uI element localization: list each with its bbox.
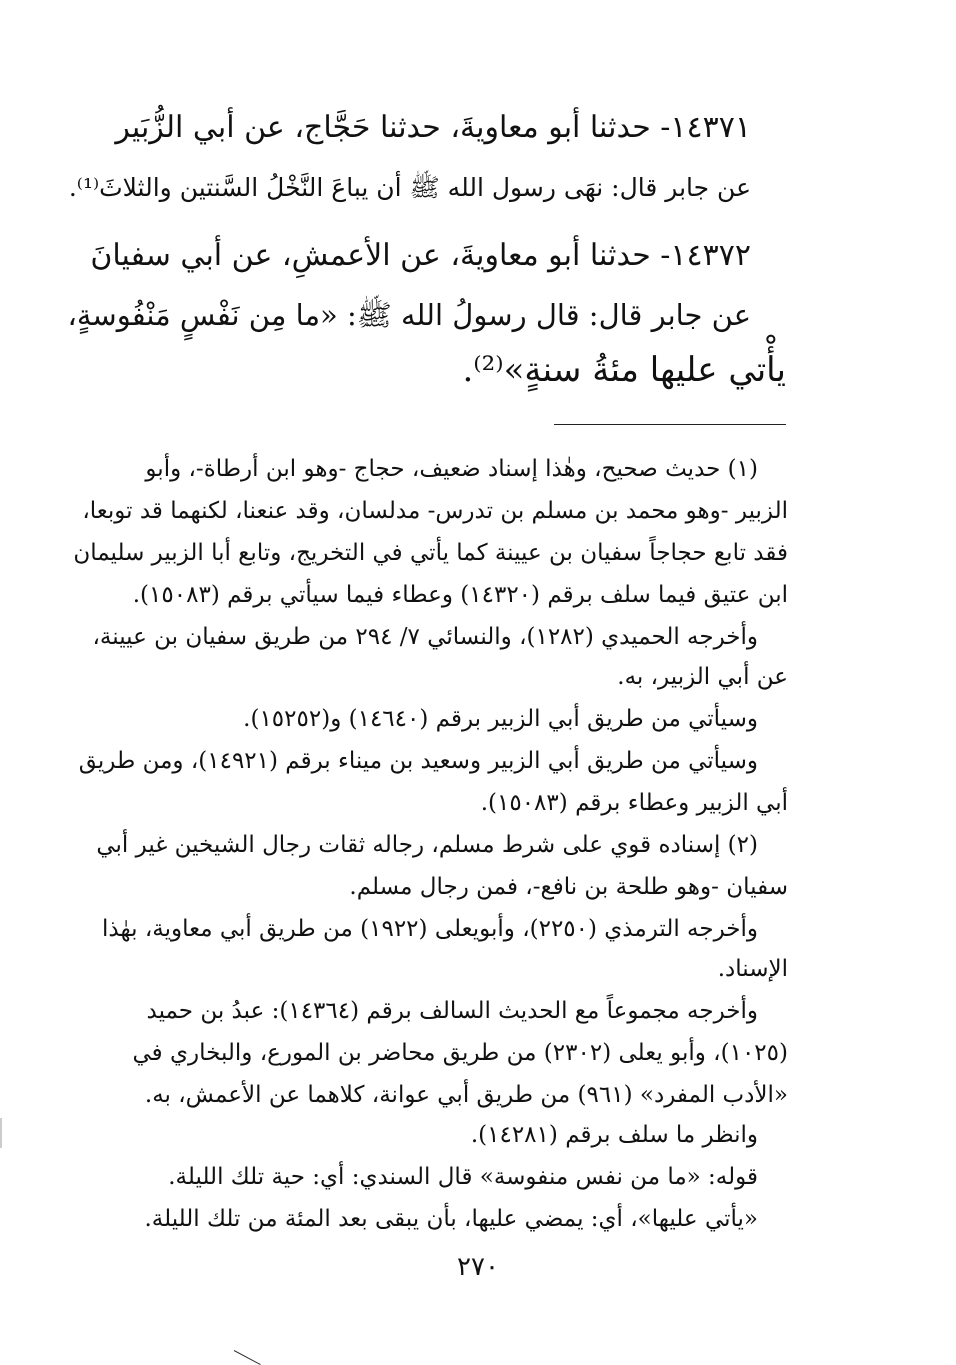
page-number: ٢٧٠ <box>457 1252 499 1282</box>
footnote-line: الزبير -وهو محمد بن مسلم بن تدرس- مدلسان، وقد عنعنا، لكنهما قد توبعا، <box>82 498 788 524</box>
scan-mark <box>234 1350 261 1365</box>
footnote-line: ابن عتيق فيما سلف برقم (١٤٣٢٠) وعطاء فيما سيأتي برقم (١٥٠٨٣). <box>132 582 788 608</box>
footnote-divider <box>554 424 786 425</box>
footnote-line: «يأتي عليها»، أي: يمضي عليها، بأن يبقى بعد المئة من تلك الليلة. <box>144 1206 758 1232</box>
scan-edge-mark <box>0 1118 2 1148</box>
footnote-line: وسيأتي من طريق أبي الزبير برقم (١٤٦٤٠) و(١٥٢٥٢). <box>243 706 758 732</box>
hadith-14372-matn-line1: عن جابر قال: قال رسولُ الله ﷺ: «ما مِن نَفْسٍ مَنْفُوسةٍ، <box>67 298 751 332</box>
footnote-line: (٢) إسناده قوي على شرط مسلم، رجاله ثقات رجال الشيخين غير أبي <box>96 832 758 858</box>
footnote-line: أبي الزبير وعطاء برقم (١٥٠٨٣). <box>480 790 788 816</box>
footnote-line: وسيأتي من طريق أبي الزبير وسعيد بن ميناء برقم (١٤٩٢١)، ومن طريق <box>78 748 758 774</box>
hadith-14372-matn-line2: يأْتي عليها مئةُ سنةٍ»⁽²⁾. <box>462 350 786 390</box>
footnote-line: سفيان -وهو طلحة بن نافع-، فمن رجال مسلم. <box>349 874 788 900</box>
footnote-line: «الأدب المفرد» (٩٦١) من طريق أبي عوانة، كلاهما عن الأعمش، به. <box>144 1082 788 1108</box>
footnote-line: وانظر ما سلف برقم (١٤٢٨١). <box>470 1122 758 1148</box>
hadith-14371-matn: عن جابر قال: نهَى رسول الله ﷺ أن يباعَ النَّخْلُ السَّنتين والثلاثَ⁽¹⁾. <box>68 173 751 202</box>
footnote-line: (١٠٢٥)، وأبو يعلى (٢٣٠٢) من طريق محاضر بن المورع، والبخاري في <box>132 1040 788 1066</box>
footnote-line: فقد تابع حجاجاً سفيان بن عيينة كما يأتي في التخريج، وتابع أبا الزبير سليمان <box>73 540 788 566</box>
hadith-14372-isnad: ١٤٣٧٢- حدثنا أبو معاويةَ، عن الأعمشِ، عن أبي سفيانَ <box>90 238 751 273</box>
footnote-line: الإسناد. <box>717 956 788 982</box>
hadith-14371-isnad: ١٤٣٧١- حدثنا أبو معاويةَ، حدثنا حَجَّاج، عن أبي الزُّبَير <box>115 110 751 145</box>
footnote-line: عن أبي الزبير، به. <box>617 664 788 690</box>
footnote-line: (١) حديث صحيح، وهٰذا إسناد ضعيف، حجاج -وهو ابن أرطاة-، وأبو <box>145 456 758 482</box>
footnote-line: وأخرجه الترمذي (٢٢٥٠)، وأبويعلى (١٩٢٢) من طريق أبي معاوية، بهٰذا <box>102 916 758 942</box>
footnote-line: قوله: «ما من نفس منفوسة» قال السندي: أي: حية تلك الليلة. <box>168 1164 758 1190</box>
footnote-line: وأخرجه مجموعاً مع الحديث السالف برقم (١٤٣٦٤): عبدُ بن حميد <box>146 998 758 1024</box>
footnote-line: وأخرجه الحميدي (١٢٨٢)، والنسائي ٧/ ٢٩٤ من طريق سفيان بن عيينة، <box>92 624 758 650</box>
